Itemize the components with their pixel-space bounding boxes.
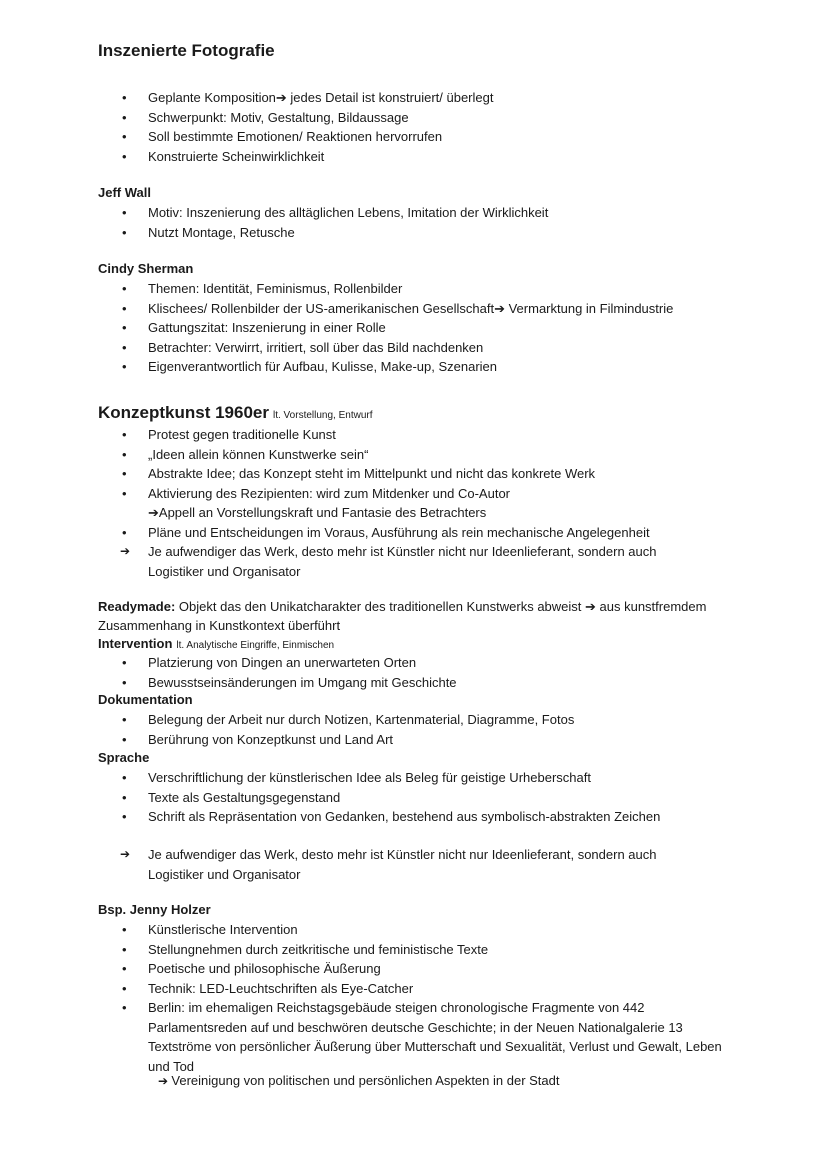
list-item: • Eigenverantwortlich für Aufbau, Kulisse, Make-up, Szenarien [98,357,673,377]
list-jenny-holzer [98,920,738,1076]
list-item: • Betrachter: Verwirrt, irritiert, soll über das Bild nachdenken [98,338,673,358]
list-item: • „Ideen allein können Kunstwerke sein“ [98,445,708,465]
list-item: • Soll bestimmte Emotionen/ Reaktionen hervorrufen [98,127,493,147]
holzer-conclusion-text: Vereinigung von politischen und persönlichen Aspekten in der Stadt [171,1073,560,1088]
list-jeff-wall [98,203,548,242]
list-item: • Gattungszitat: Inszenierung in einer Rolle [98,318,673,338]
list-item: • Berührung von Konzeptkunst und Land Art [98,730,574,750]
list-item: • Nutzt Montage, Retusche [98,223,548,243]
heading-sprache: Sprache [98,750,150,765]
list-subitem: ➔Appell an Vorstellungskraft und Fantasie des Betrachters [148,505,487,520]
list-item: • Technik: LED-Leuchtschriften als Eye-Catcher [98,979,738,999]
list-sprache-conclusion [98,845,708,884]
readymade-paragraph [98,597,718,635]
list-item: • Belegung der Arbeit nur durch Notizen, Kartenmaterial, Diagramme, Fotos [98,710,574,730]
list-cindy-sherman [98,279,673,377]
heading-jeff-wall: Jeff Wall [98,185,151,200]
arrow-right-icon: ➔ [158,1074,172,1088]
list-item: • Platzierung von Dingen an unerwarteten Orten [98,653,457,673]
heading-dokumentation: Dokumentation [98,692,193,707]
heading-konzeptkunst [98,403,373,423]
list-item: • Verschriftlichung der künstlerischen Idee als Beleg für geistige Urheberschaft [98,768,660,788]
heading-jenny-holzer: Bsp. Jenny Holzer [98,902,211,917]
list-item: • Geplante Komposition➔ jedes Detail ist konstruiert/ überlegt [98,88,493,108]
list-item: • Schrift als Repräsentation von Gedanken, bestehend aus symbolisch-abstrakten Zeichen [98,807,660,827]
list-item: • Schwerpunkt: Motiv, Gestaltung, Bildaussage [98,108,493,128]
list-item: • Abstrakte Idee; das Konzept steht im Mittelpunkt und nicht das konkrete Werk [98,464,708,484]
readymade-text: Objekt das den Unikatcharakter des traditionellen Kunstwerks abweist ➔ aus kunstfremdem Zusammenhang in Kunstkontext überführt [98,599,707,633]
list-item: • Berlin: im ehemaligen Reichstagsgebäude steigen chronologische Fragmente von 442 Parlamentsreden auf und beschwören deutsche Geschichte; in der Neuen Nationalgalerie 13 Textströme von persönlicher Äußerung über Mutterschaft und Sexualität, Verlust und Gewalt, Leben und Tod [98,998,738,1076]
heading-konzeptkunst-title: Konzeptkunst 1960er [98,403,269,422]
list-item: • Poetische und philosophische Äußerung [98,959,738,979]
list-item: • Bewusstseinsänderungen im Umgang mit Geschichte [98,673,457,693]
heading-intervention [98,636,334,651]
list-item: • Protest gegen traditionelle Kunst [98,425,708,445]
list-item: • Konstruierte Scheinwirklichkeit [98,147,493,167]
list-item: • Aktivierung des Rezipienten: wird zum Mitdenker und Co-Autor [98,484,708,504]
list-item: • Themen: Identität, Feminismus, Rollenbilder [98,279,673,299]
list-item: • Klischees/ Rollenbilder der US-amerikanischen Gesellschaft➔ Vermarktung in Filmindustrie [98,299,673,319]
list-konzeptkunst [98,425,708,581]
heading-konzeptkunst-note: lt. Vorstellung, Entwurf [273,410,373,421]
list-arrow-item: ➔ Je aufwendiger das Werk, desto mehr ist Künstler nicht nur Ideenlieferant, sondern auch Logistiker und Organisator [98,845,708,884]
readymade-label: Readymade: [98,599,176,614]
list-intervention [98,653,457,692]
list-inszenierte-fotografie [98,88,493,166]
list-item: • Künstlerische Intervention [98,920,738,940]
list-item: • Stellungnehmen durch zeitkritische und feministische Texte [98,940,738,960]
list-item: • Texte als Gestaltungsgegenstand [98,788,660,808]
list-dokumentation [98,710,574,749]
section-title-inszenierte-fotografie: Inszenierte Fotografie [98,41,275,60]
heading-intervention-note: lt. Analytische Eingriffe, Einmischen [176,640,335,651]
list-arrow-item: ➔ Je aufwendiger das Werk, desto mehr ist Künstler nicht nur Ideenlieferant, sondern auch Logistiker und Organisator [98,542,708,581]
list-sprache [98,768,660,827]
list-item: • Pläne und Entscheidungen im Voraus, Ausführung als rein mechanische Angelegenheit [98,523,708,543]
holzer-conclusion [158,1073,560,1088]
heading-intervention-title: Intervention [98,636,173,651]
heading-cindy-sherman: Cindy Sherman [98,261,194,276]
list-item: • Motiv: Inszenierung des alltäglichen Lebens, Imitation der Wirklichkeit [98,203,548,223]
